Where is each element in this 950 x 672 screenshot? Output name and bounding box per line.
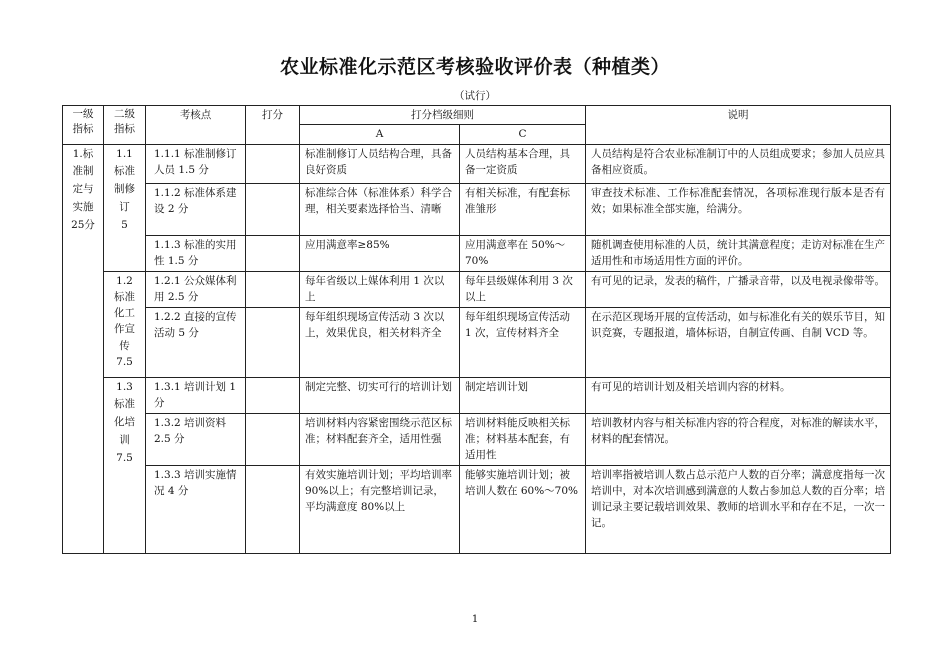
- header-grade-detail: 打分档级细则: [300, 106, 586, 125]
- grade-a-cell: 有效实施培训计划；平均培训率 90%以上；有完整培训记录，平均满意度 80%以上: [300, 465, 460, 553]
- explanation-cell: 有可见的记录，发表的稿件，广播录音带，以及电视录像带等。: [586, 271, 891, 307]
- evaluation-table: [62, 105, 891, 554]
- check-point: 1.3.3 培训实施情况 4 分: [146, 465, 246, 553]
- explanation-cell: 人员结构是符合农业标准制订中的人员组成要求；参加人员应具备相应资质。: [586, 144, 891, 183]
- explanation-cell: 在示范区现场开展的宣传活动，如与标准化有关的娱乐节目，知识竞赛，专题报道，墙体标语，自制宣传画、自制 VCD 等。: [586, 307, 891, 377]
- page-title: 农业标准化示范区考核验收评价表（种植类）: [279, 56, 670, 78]
- score-cell: [246, 413, 300, 465]
- header-check-point: 考核点: [146, 106, 246, 145]
- explanation-cell: 审查技术标准、工作标准配套情况，各项标准现行版本是否有效；如果标准全部实施，给满分。: [586, 183, 891, 235]
- grade-a-cell: 每年组织现场宣传活动 3 次以上，效果优良，相关材料齐全: [300, 307, 460, 377]
- table-row: [63, 413, 891, 465]
- grade-c-cell: 制定培训计划: [460, 377, 586, 413]
- explanation-cell: 培训率指被培训人数占总示范户人数的百分率；满意度指每一次培训中，对本次培训感到满意的人数占参加总人数的百分率；培训记录主要记载培训效果、教师的培训水平和存在不足，一次一记。: [586, 465, 891, 553]
- header-score: 打分: [246, 106, 300, 145]
- grade-c-cell: 人员结构基本合理，具备一定资质: [460, 144, 586, 183]
- score-cell: [246, 377, 300, 413]
- score-cell: [246, 144, 300, 183]
- score-cell: [246, 465, 300, 553]
- table-row: [63, 465, 891, 553]
- explanation-cell: 培训教材内容与相关标准内容的符合程度，对标准的解读水平，材料的配套情况。: [586, 413, 891, 465]
- explanation-cell: 有可见的培训计划及相关培训内容的材料。: [586, 377, 891, 413]
- table-row: [63, 235, 891, 271]
- level1-cell: 1.标 准制 定与 实施 25分: [63, 144, 104, 553]
- table-row: [63, 307, 891, 377]
- header-explanation: 说明: [586, 106, 891, 145]
- header-level2: 二级 指标: [104, 106, 146, 145]
- table-row: [63, 183, 891, 235]
- grade-a-cell: 培训材料内容紧密围绕示范区标准；材料配套齐全，适用性强: [300, 413, 460, 465]
- grade-a-cell: 制定完整、切实可行的培训计划: [300, 377, 460, 413]
- grade-c-cell: 能够实施培训计划；被培训人数在 60%～70%: [460, 465, 586, 553]
- grade-c-cell: 每年组织现场宣传活动 1 次，宣传材料齐全: [460, 307, 586, 377]
- header-grade-c: C: [460, 125, 586, 144]
- check-point: 1.2.2 直接的宣传活动 5 分: [146, 307, 246, 377]
- group-label: 1.2 标准 化工 作宣 传 7.5: [104, 271, 146, 377]
- table-row: [63, 271, 891, 307]
- check-point: 1.1.3 标准的实用性 1.5 分: [146, 235, 246, 271]
- table-row: [63, 144, 891, 183]
- header-level1: 一级 指标: [63, 106, 104, 145]
- check-point: 1.3.2 培训资料 2.5 分: [146, 413, 246, 465]
- score-cell: [246, 307, 300, 377]
- grade-a-cell: 应用满意率≥85%: [300, 235, 460, 271]
- grade-a-cell: 标准制修订人员结构合理，具备良好资质: [300, 144, 460, 183]
- check-point: 1.1.2 标准体系建设 2 分: [146, 183, 246, 235]
- check-point: 1.2.1 公众媒体利用 2.5 分: [146, 271, 246, 307]
- page-subtitle: （试行）: [454, 90, 496, 102]
- check-point: 1.1.1 标准制修订人员 1.5 分: [146, 144, 246, 183]
- page-number: 1: [471, 614, 479, 625]
- table-row: [63, 377, 891, 413]
- grade-c-cell: 培训材料能反映相关标准；材料基本配套，有适用性: [460, 413, 586, 465]
- grade-c-cell: 应用满意率在 50%～70%: [460, 235, 586, 271]
- score-cell: [246, 235, 300, 271]
- score-cell: [246, 271, 300, 307]
- grade-c-cell: 有相关标准，有配套标准雏形: [460, 183, 586, 235]
- group-label: 1.1 标准 制修 订 5: [104, 144, 146, 271]
- check-point: 1.3.1 培训计划 1 分: [146, 377, 246, 413]
- grade-c-cell: 每年县级媒体利用 3 次以上: [460, 271, 586, 307]
- grade-a-cell: 每年省级以上媒体利用 1 次以上: [300, 271, 460, 307]
- grade-a-cell: 标准综合体（标准体系）科学合理，相关要素选择恰当、清晰: [300, 183, 460, 235]
- explanation-cell: 随机调查使用标准的人员，统计其满意程度；走访对标准在生产适用性和市场适用性方面的评价。: [586, 235, 891, 271]
- score-cell: [246, 183, 300, 235]
- group-label: 1.3 标准 化培 训 7.5: [104, 377, 146, 553]
- header-grade-a: A: [300, 125, 460, 144]
